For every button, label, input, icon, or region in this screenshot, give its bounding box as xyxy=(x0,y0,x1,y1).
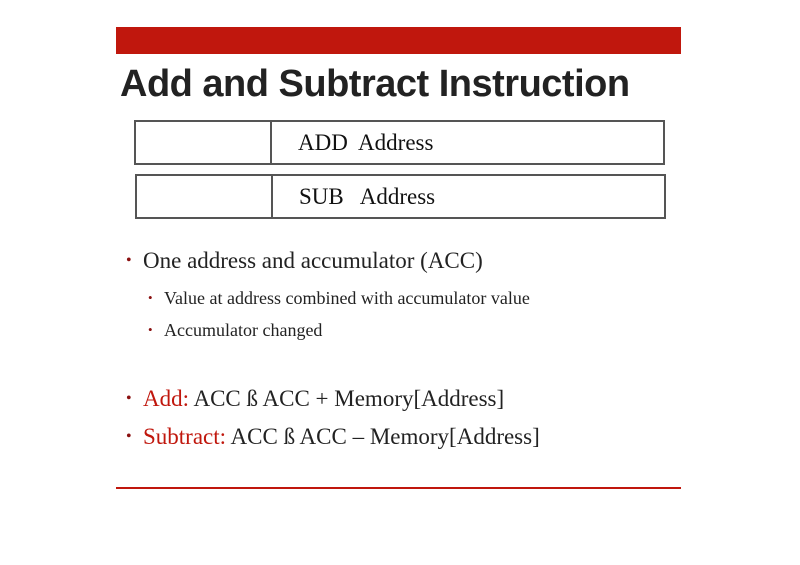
footer-rule xyxy=(116,487,681,489)
header-accent-bar xyxy=(116,27,681,54)
bullet-dot-icon: • xyxy=(148,322,153,337)
bullet-dot-icon: • xyxy=(126,252,132,269)
bullet-sub-2 xyxy=(148,320,322,341)
add-label: Add: xyxy=(143,386,189,411)
subtract-formula: ACC ß ACC – Memory[Address] xyxy=(226,424,540,449)
sub-instruction-format xyxy=(135,174,666,219)
bullet-sub-1-text: Value at address combined with accumulator value xyxy=(164,288,530,308)
bullet-dot-icon: • xyxy=(126,390,132,407)
add-instruction-format xyxy=(134,120,665,165)
bullet-dot-icon: • xyxy=(126,428,132,445)
bullet-sub-1 xyxy=(148,288,530,309)
sub-opcode-cell xyxy=(137,176,273,217)
bullet-main-text: One address and accumulator (ACC) xyxy=(143,248,483,273)
add-formula: ACC ß ACC + Memory[Address] xyxy=(189,386,505,411)
sub-operand-cell: SUB Address xyxy=(299,183,436,209)
bullet-dot-icon: • xyxy=(148,290,153,305)
bullet-sub-2-text: Accumulator changed xyxy=(164,320,323,340)
subtract-label: Subtract: xyxy=(143,424,227,449)
add-opcode-cell xyxy=(136,122,272,163)
slide-title: Add and Subtract Instruction xyxy=(120,63,630,105)
bullet-add xyxy=(126,386,504,412)
bullet-main xyxy=(126,248,483,274)
add-operand-cell: ADD Address xyxy=(298,129,434,155)
bullet-subtract xyxy=(126,424,540,450)
